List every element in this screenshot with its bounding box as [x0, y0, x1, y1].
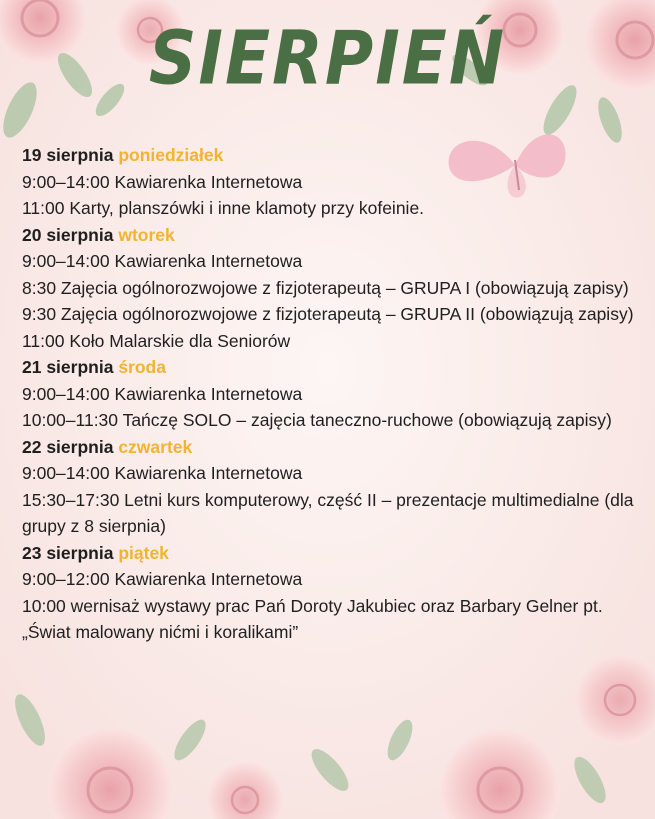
event-item: 9:00–14:00 Kawiarenka Internetowa [22, 171, 303, 192]
day-date: 21 sierpnia [22, 357, 114, 377]
schedule-list [22, 142, 647, 646]
event-item: 8:30 Zajęcia ogólnorozwojowe z fizjoterapeutą – GRUPA I (obowiązują zapisy) [22, 277, 629, 298]
event-item: 10:00–11:30 Tańczę SOLO – zajęcia taneczno-ruchowe (obowiązują zapisy) [22, 410, 612, 430]
event-item: 9:00–12:00 Kawiarenka Internetowa [22, 569, 303, 589]
day-header [22, 434, 647, 461]
day-block [22, 540, 647, 646]
day-weekday: środa [118, 357, 166, 377]
day-date: 22 sierpnia [22, 436, 114, 457]
day-block [22, 222, 647, 355]
day-weekday: piątek [118, 542, 169, 563]
day-weekday: czwartek [118, 436, 193, 457]
day-header [22, 222, 647, 249]
day-date: 20 sierpnia [22, 224, 114, 245]
event-item: 9:00–14:00 Kawiarenka Internetowa [22, 251, 303, 271]
day-header [22, 540, 647, 567]
day-header [22, 142, 647, 169]
event-item: 11:00 Karty, planszówki i inne klamoty przy kofeinie. [22, 198, 425, 218]
event-item: 10:00 wernisaż wystawy prac Pań Doroty Jakubiec oraz Barbary Gelner pt. „Świat malowany nićmi i koralikami” [22, 595, 603, 642]
day-block [22, 434, 647, 540]
event-item: 15:30–17:30 Letni kurs komputerowy, część II – prezentacje multimedialne (dla grupy z 8 sierpnia) [22, 489, 634, 536]
day-block [22, 142, 647, 222]
day-date: 23 sierpnia [22, 542, 114, 563]
day-header [22, 354, 647, 381]
day-date: 19 sierpnia [22, 145, 114, 165]
event-item: 9:00–14:00 Kawiarenka Internetowa [22, 383, 303, 404]
page-title: SIERPIEŃ [148, 15, 507, 102]
event-item: 9:00–14:00 Kawiarenka Internetowa [22, 463, 303, 483]
day-block [22, 354, 647, 434]
event-item: 9:30 Zajęcia ogólnorozwojowe z fizjoterapeutą – GRUPA II (obowiązują zapisy) [22, 304, 634, 324]
day-weekday: wtorek [118, 224, 175, 245]
day-weekday: poniedziałek [118, 145, 224, 165]
event-item: 11:00 Koło Malarskie dla Seniorów [22, 330, 291, 351]
